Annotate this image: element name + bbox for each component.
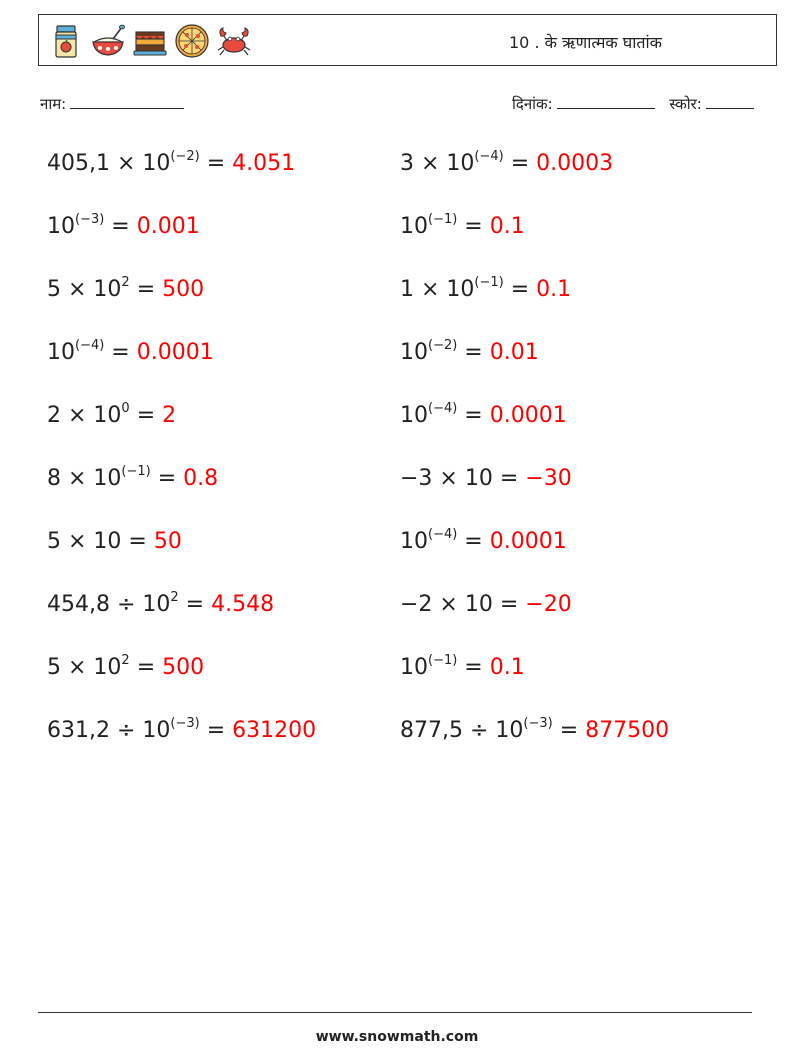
problem-expression: 10 xyxy=(400,529,428,554)
problem-exponent: (−4) xyxy=(75,337,105,353)
equals-sign: = xyxy=(457,403,490,428)
problem-15 xyxy=(47,590,274,620)
problem-exponent: 2 xyxy=(170,589,179,605)
pizza-icon xyxy=(173,22,211,60)
problem-expression: 8 × 10 xyxy=(47,466,122,491)
problem-7 xyxy=(47,338,214,368)
problem-8 xyxy=(400,338,539,368)
problem-18 xyxy=(400,653,525,683)
footer-website: www.snowmath.com xyxy=(315,1029,479,1045)
problem-expression: 10 xyxy=(47,214,75,239)
problem-answer: 0.8 xyxy=(183,466,219,491)
equals-sign: = xyxy=(121,529,154,554)
problem-exponent: (−1) xyxy=(428,652,458,668)
problem-answer: −30 xyxy=(525,466,572,491)
problem-exponent: (−1) xyxy=(428,211,458,227)
problem-expression: 631,2 ÷ 10 xyxy=(47,718,171,743)
problem-expression: 5 × 10 xyxy=(47,529,122,554)
equals-sign: = xyxy=(129,655,163,680)
problem-expression: 10 xyxy=(400,340,428,365)
problem-expression: 10 xyxy=(400,403,428,428)
crab-icon xyxy=(215,22,253,60)
problem-expression: 5 × 10 xyxy=(47,277,122,302)
equals-sign: = xyxy=(199,151,233,176)
problem-answer: 877500 xyxy=(585,718,670,743)
problem-exponent: (−3) xyxy=(523,715,553,731)
equals-sign: = xyxy=(104,214,137,239)
problem-12 xyxy=(400,464,572,494)
problem-answer: 0.1 xyxy=(536,277,572,302)
problem-exponent: (−1) xyxy=(474,274,504,290)
score-blank[interactable] xyxy=(706,94,754,109)
cake-icon xyxy=(131,22,169,60)
problem-5 xyxy=(47,275,204,305)
problem-expression: −3 × 10 xyxy=(400,466,493,491)
problem-exponent: (−4) xyxy=(474,148,504,164)
jam-jar-icon xyxy=(47,22,85,60)
problem-expression: 405,1 × 10 xyxy=(47,151,171,176)
problem-3 xyxy=(47,212,200,242)
problem-answer: 0.001 xyxy=(136,214,200,239)
problem-answer: 500 xyxy=(162,655,205,680)
problem-answer: 0.0001 xyxy=(489,403,567,428)
equals-sign: = xyxy=(457,340,490,365)
equals-sign: = xyxy=(129,403,163,428)
date-score-fields xyxy=(512,94,754,114)
problem-16 xyxy=(400,590,572,620)
problem-answer: 2 xyxy=(162,403,177,428)
problem-answer: 4.051 xyxy=(232,151,296,176)
problem-exponent: (−4) xyxy=(428,400,458,416)
problem-exponent: 0 xyxy=(121,400,130,416)
problem-13 xyxy=(47,527,182,557)
equals-sign: = xyxy=(503,151,537,176)
problem-exponent: (−3) xyxy=(170,715,200,731)
problem-expression: 10 xyxy=(400,214,428,239)
problem-expression: 10 xyxy=(400,655,428,680)
problem-answer: 50 xyxy=(153,529,182,554)
problem-19 xyxy=(47,716,316,746)
name-label: नाम: xyxy=(40,95,67,113)
equals-sign: = xyxy=(104,340,137,365)
problem-answer: 500 xyxy=(162,277,205,302)
equals-sign: = xyxy=(178,592,212,617)
problem-answer: 0.01 xyxy=(489,340,539,365)
problem-exponent: (−3) xyxy=(75,211,105,227)
problem-answer: −20 xyxy=(525,592,572,617)
problem-answer: 0.1 xyxy=(489,214,525,239)
date-label: दिनांक: xyxy=(512,95,553,113)
problem-exponent: (−1) xyxy=(121,463,151,479)
problem-answer: 4.548 xyxy=(211,592,275,617)
problem-expression: 877,5 ÷ 10 xyxy=(400,718,524,743)
problem-answer: 0.0001 xyxy=(489,529,567,554)
worksheet-title: 10 . के ऋणात्मक घातांक xyxy=(509,33,662,52)
problem-exponent: (−2) xyxy=(170,148,200,164)
problem-10 xyxy=(400,401,567,431)
problem-answer: 0.0001 xyxy=(136,340,214,365)
equals-sign: = xyxy=(457,655,490,680)
problem-expression: 1 × 10 xyxy=(400,277,475,302)
problem-11 xyxy=(47,464,218,494)
problem-9 xyxy=(47,401,176,431)
equals-sign: = xyxy=(492,466,526,491)
problem-20 xyxy=(400,716,669,746)
problem-2 xyxy=(400,149,613,179)
date-blank[interactable] xyxy=(557,94,655,109)
name-field xyxy=(40,94,184,114)
equals-sign: = xyxy=(457,529,490,554)
problem-expression: −2 × 10 xyxy=(400,592,493,617)
name-blank[interactable] xyxy=(70,94,184,109)
rice-bowl-icon xyxy=(89,22,127,60)
problem-exponent: 2 xyxy=(121,652,130,668)
problem-17 xyxy=(47,653,204,683)
equals-sign: = xyxy=(199,718,233,743)
equals-sign: = xyxy=(552,718,586,743)
problem-exponent: (−4) xyxy=(428,526,458,542)
problem-expression: 2 × 10 xyxy=(47,403,122,428)
problem-expression: 5 × 10 xyxy=(47,655,122,680)
equals-sign: = xyxy=(150,466,184,491)
problem-expression: 454,8 ÷ 10 xyxy=(47,592,171,617)
problem-answer: 0.0003 xyxy=(536,151,614,176)
problem-exponent: 2 xyxy=(121,274,130,290)
equals-sign: = xyxy=(492,592,526,617)
equals-sign: = xyxy=(129,277,163,302)
equals-sign: = xyxy=(457,214,490,239)
problem-answer: 631200 xyxy=(232,718,317,743)
problem-expression: 3 × 10 xyxy=(400,151,475,176)
problem-expression: 10 xyxy=(47,340,75,365)
footer-divider xyxy=(38,1012,752,1013)
problem-exponent: (−2) xyxy=(428,337,458,353)
problem-14 xyxy=(400,527,567,557)
equals-sign: = xyxy=(503,277,537,302)
problem-6 xyxy=(400,275,571,305)
score-label: स्कोर: xyxy=(669,95,702,113)
problem-1 xyxy=(47,149,295,179)
header-icons xyxy=(47,22,253,60)
problem-answer: 0.1 xyxy=(489,655,525,680)
problem-4 xyxy=(400,212,525,242)
worksheet-header xyxy=(38,14,777,66)
